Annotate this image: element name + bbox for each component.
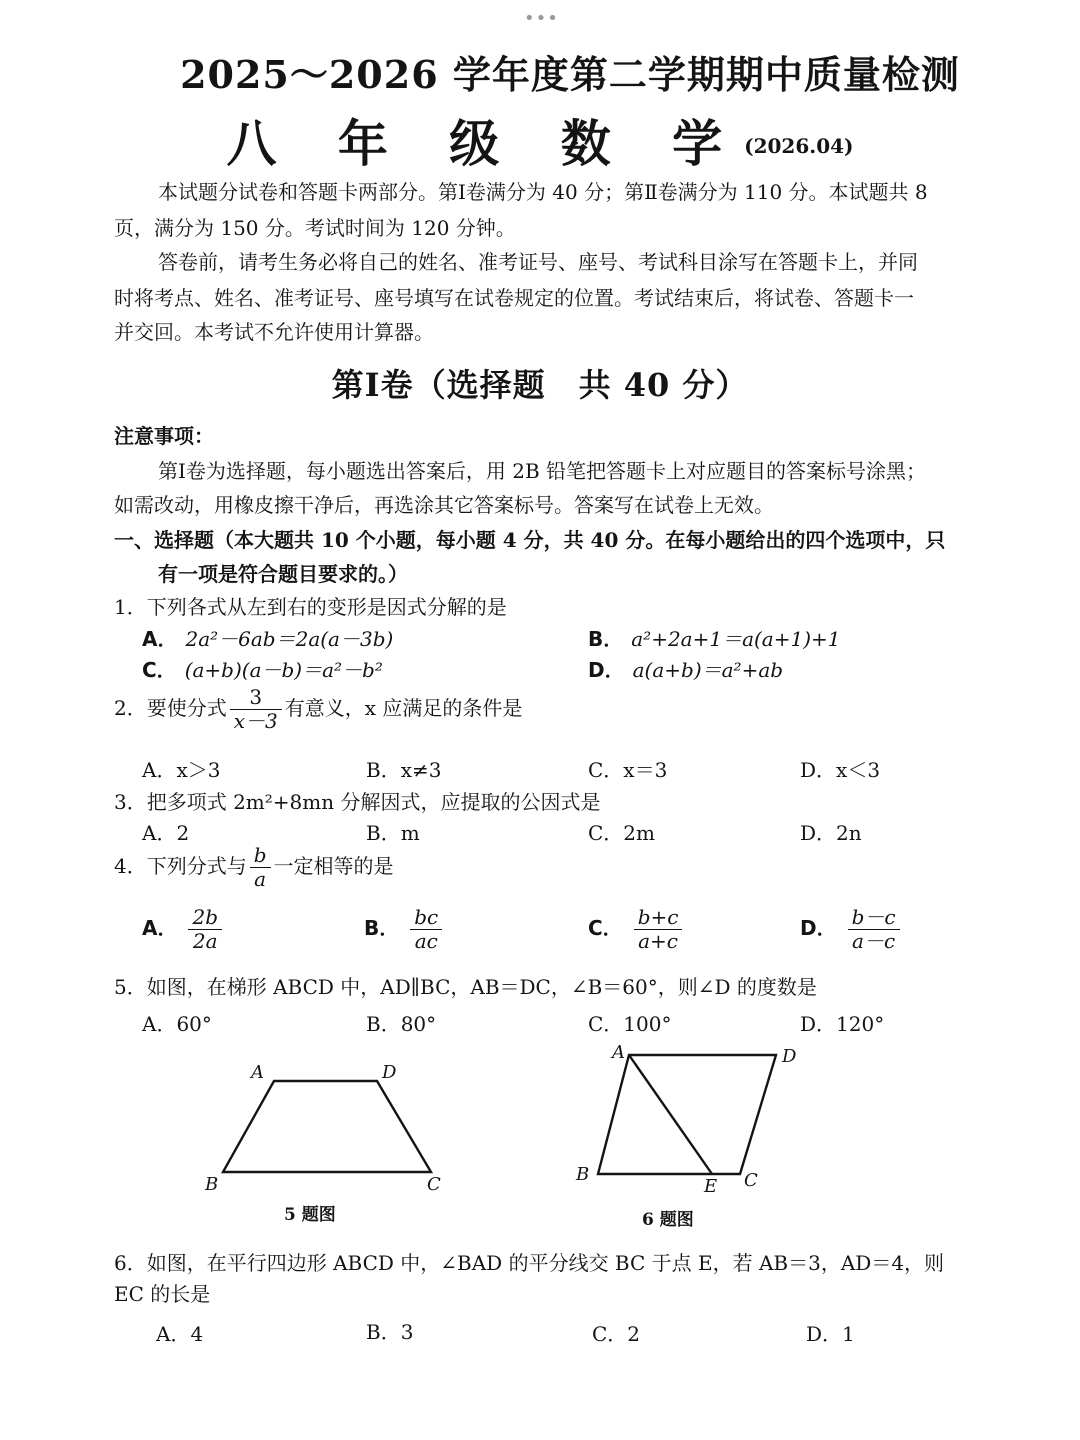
q2-option-a: A．x＞3	[142, 758, 221, 782]
notice-label: 注意事项：	[114, 424, 214, 448]
q4-option-b-numerator: bc	[410, 906, 442, 930]
page-indicator-dots: •••	[524, 8, 559, 29]
q4-option-c-key: C．	[588, 916, 623, 940]
q1-option-c-key: C．	[142, 658, 177, 682]
q2-fraction	[230, 686, 282, 733]
q6-stem-line-1: 6．如图，在平行四边形 ABCD 中，∠BAD 的平分线交 BC 于点 E，若 AB＝3，AD＝4，则	[114, 1251, 945, 1275]
q4-stem-post: 一定相等的是	[273, 854, 394, 878]
q4-option-a-numerator: 2b	[188, 906, 222, 930]
q5-option-c: C．100°	[588, 1012, 672, 1036]
notice-line-1: 第Ⅰ卷为选择题，每小题选出答案后，用 2B 铅笔把答题卡上对应题目的答案标号涂黑；	[158, 459, 927, 483]
q2-stem-pre: 2．要使分式	[114, 696, 227, 720]
q1-option-d-text: a(a+b)＝a²+ab	[632, 658, 784, 682]
intro-paragraph-2-line-2: 时将考点、姓名、准考证号、座号填写在试卷规定的位置。考试结束后，将试卷、答题卡一	[114, 286, 914, 310]
q1-option-a-text: 2a²－6ab＝2a(a－3b)	[185, 627, 394, 651]
q4-option-a-key: A．	[142, 916, 178, 940]
q2-fraction-numerator: 3	[230, 686, 282, 710]
exam-title: 2025～2026 学年度第二学期期中质量检测	[180, 52, 960, 97]
fig6-label-d: D	[782, 1046, 797, 1067]
fig6-label-b: B	[576, 1164, 590, 1185]
q2-option-d: D．x＜3	[800, 758, 881, 782]
q1-option-d-key: D．	[588, 658, 625, 682]
q6-option-d: D．1	[806, 1322, 855, 1346]
q4-option-d-key: D．	[800, 916, 837, 940]
q2-stem-post: 有意义，x 应满足的条件是	[284, 696, 523, 720]
q4-option-d-fraction	[848, 906, 900, 953]
q6-stem-line-2: EC 的长是	[114, 1282, 211, 1306]
fig5-label-b: B	[205, 1174, 219, 1195]
section-title: 第Ⅰ卷（选择题 共 40 分）	[331, 366, 749, 404]
q4-option-a-denominator: 2a	[192, 929, 218, 953]
q3-option-c: C．2m	[588, 821, 655, 845]
q5-option-d: D．120°	[800, 1012, 885, 1036]
q4-option-d	[800, 906, 903, 953]
q4-option-c-fraction	[634, 906, 683, 953]
fig5-caption: 5 题图	[284, 1205, 336, 1225]
fig6-label-e: E	[704, 1176, 718, 1197]
part-title-line-2: 有一项是符合题目要求的。）	[158, 562, 408, 586]
q5-option-b: B．80°	[366, 1012, 437, 1036]
q4-option-a	[142, 906, 225, 953]
q4-fraction-numerator: b	[250, 844, 271, 868]
q1-option-a	[142, 623, 393, 652]
q3-option-b: B．m	[366, 821, 420, 845]
q1-option-c-text: (a+b)(a－b)＝a²－b²	[184, 658, 383, 682]
q4-option-c	[588, 906, 685, 953]
fig5-label-c: C	[427, 1174, 441, 1195]
q3-stem: 3．把多项式 2m²+8mn 分解因式，应提取的公因式是	[114, 790, 601, 814]
q1-option-c	[142, 654, 383, 683]
q4-stem-pre: 4．下列分式与	[114, 854, 247, 878]
notice-line-2: 如需改动，用橡皮擦干净后，再选涂其它答案标号。答案写在试卷上无效。	[114, 493, 774, 517]
q6-option-b: B．3	[366, 1320, 414, 1344]
q4-option-b	[364, 906, 445, 953]
fig6-label-c: C	[744, 1170, 758, 1191]
q1-option-a-key: A．	[142, 627, 178, 651]
q4-option-d-denominator: a－c	[852, 929, 896, 953]
q2-stem	[114, 686, 522, 733]
intro-paragraph-1-line-2: 页，满分为 150 分。考试时间为 120 分钟。	[114, 216, 516, 240]
q1-option-d	[588, 654, 783, 683]
q1-option-b-text: a²+2a+1＝a(a+1)+1	[631, 627, 841, 651]
q4-stem	[114, 844, 394, 891]
subject-heading	[0, 104, 1080, 176]
q4-option-c-numerator: b+c	[634, 906, 683, 930]
q4-option-b-fraction	[410, 906, 442, 953]
q4-option-d-numerator: b－c	[848, 906, 900, 930]
q2-fraction-denominator: x－3	[233, 709, 278, 733]
q4-option-b-denominator: ac	[414, 929, 438, 953]
intro-paragraph-2-line-3: 并交回。本考试不允许使用计算器。	[114, 320, 434, 344]
q4-option-c-denominator: a+c	[638, 929, 679, 953]
q1-option-b	[588, 623, 841, 652]
q3-option-a: A．2	[142, 821, 190, 845]
fig6-label-a: A	[612, 1042, 625, 1063]
fig6-caption: 6 题图	[642, 1210, 694, 1230]
fig5-label-d: D	[382, 1062, 397, 1083]
intro-paragraph-1-line-1: 本试题分试卷和答题卡两部分。第Ⅰ卷满分为 40 分；第Ⅱ卷满分为 110 分。本试题共 8	[158, 180, 928, 204]
q6-option-a: A．4	[156, 1322, 204, 1346]
q4-option-a-fraction	[188, 906, 222, 953]
q2-option-c: C．x＝3	[588, 758, 668, 782]
q2-option-b: B．x≠3	[366, 758, 442, 782]
fig5-label-a: A	[251, 1062, 264, 1083]
part-title-line-1: 一、选择题（本大题共 10 个小题，每小题 4 分，共 40 分。在每小题给出的四个选项中，只	[114, 528, 946, 552]
q1-stem: 1．下列各式从左到右的变形是因式分解的是	[114, 595, 507, 619]
fig6-parallelogram	[598, 1055, 776, 1174]
exam-date: (2026.04)	[744, 134, 854, 158]
q5-stem: 5．如图，在梯形 ABCD 中，AD∥BC，AB＝DC，∠B＝60°，则∠D 的度数是	[114, 975, 817, 999]
fig5-trapezoid	[223, 1081, 431, 1172]
q4-fraction-denominator: a	[254, 867, 267, 891]
q5-option-a: A．60°	[142, 1012, 212, 1036]
intro-paragraph-2-line-1: 答卷前，请考生务必将自己的姓名、准考证号、座号、考试科目涂写在答题卡上，并同	[158, 250, 918, 274]
subject-title: 八 年 级 数 学	[226, 114, 745, 173]
q3-option-d: D．2n	[800, 821, 862, 845]
q6-option-c: C．2	[592, 1322, 641, 1346]
q4-option-b-key: B．	[364, 916, 400, 940]
fig6-angle-bisector-ae	[629, 1055, 712, 1174]
q1-option-b-key: B．	[588, 627, 624, 651]
q4-fraction	[250, 844, 271, 891]
